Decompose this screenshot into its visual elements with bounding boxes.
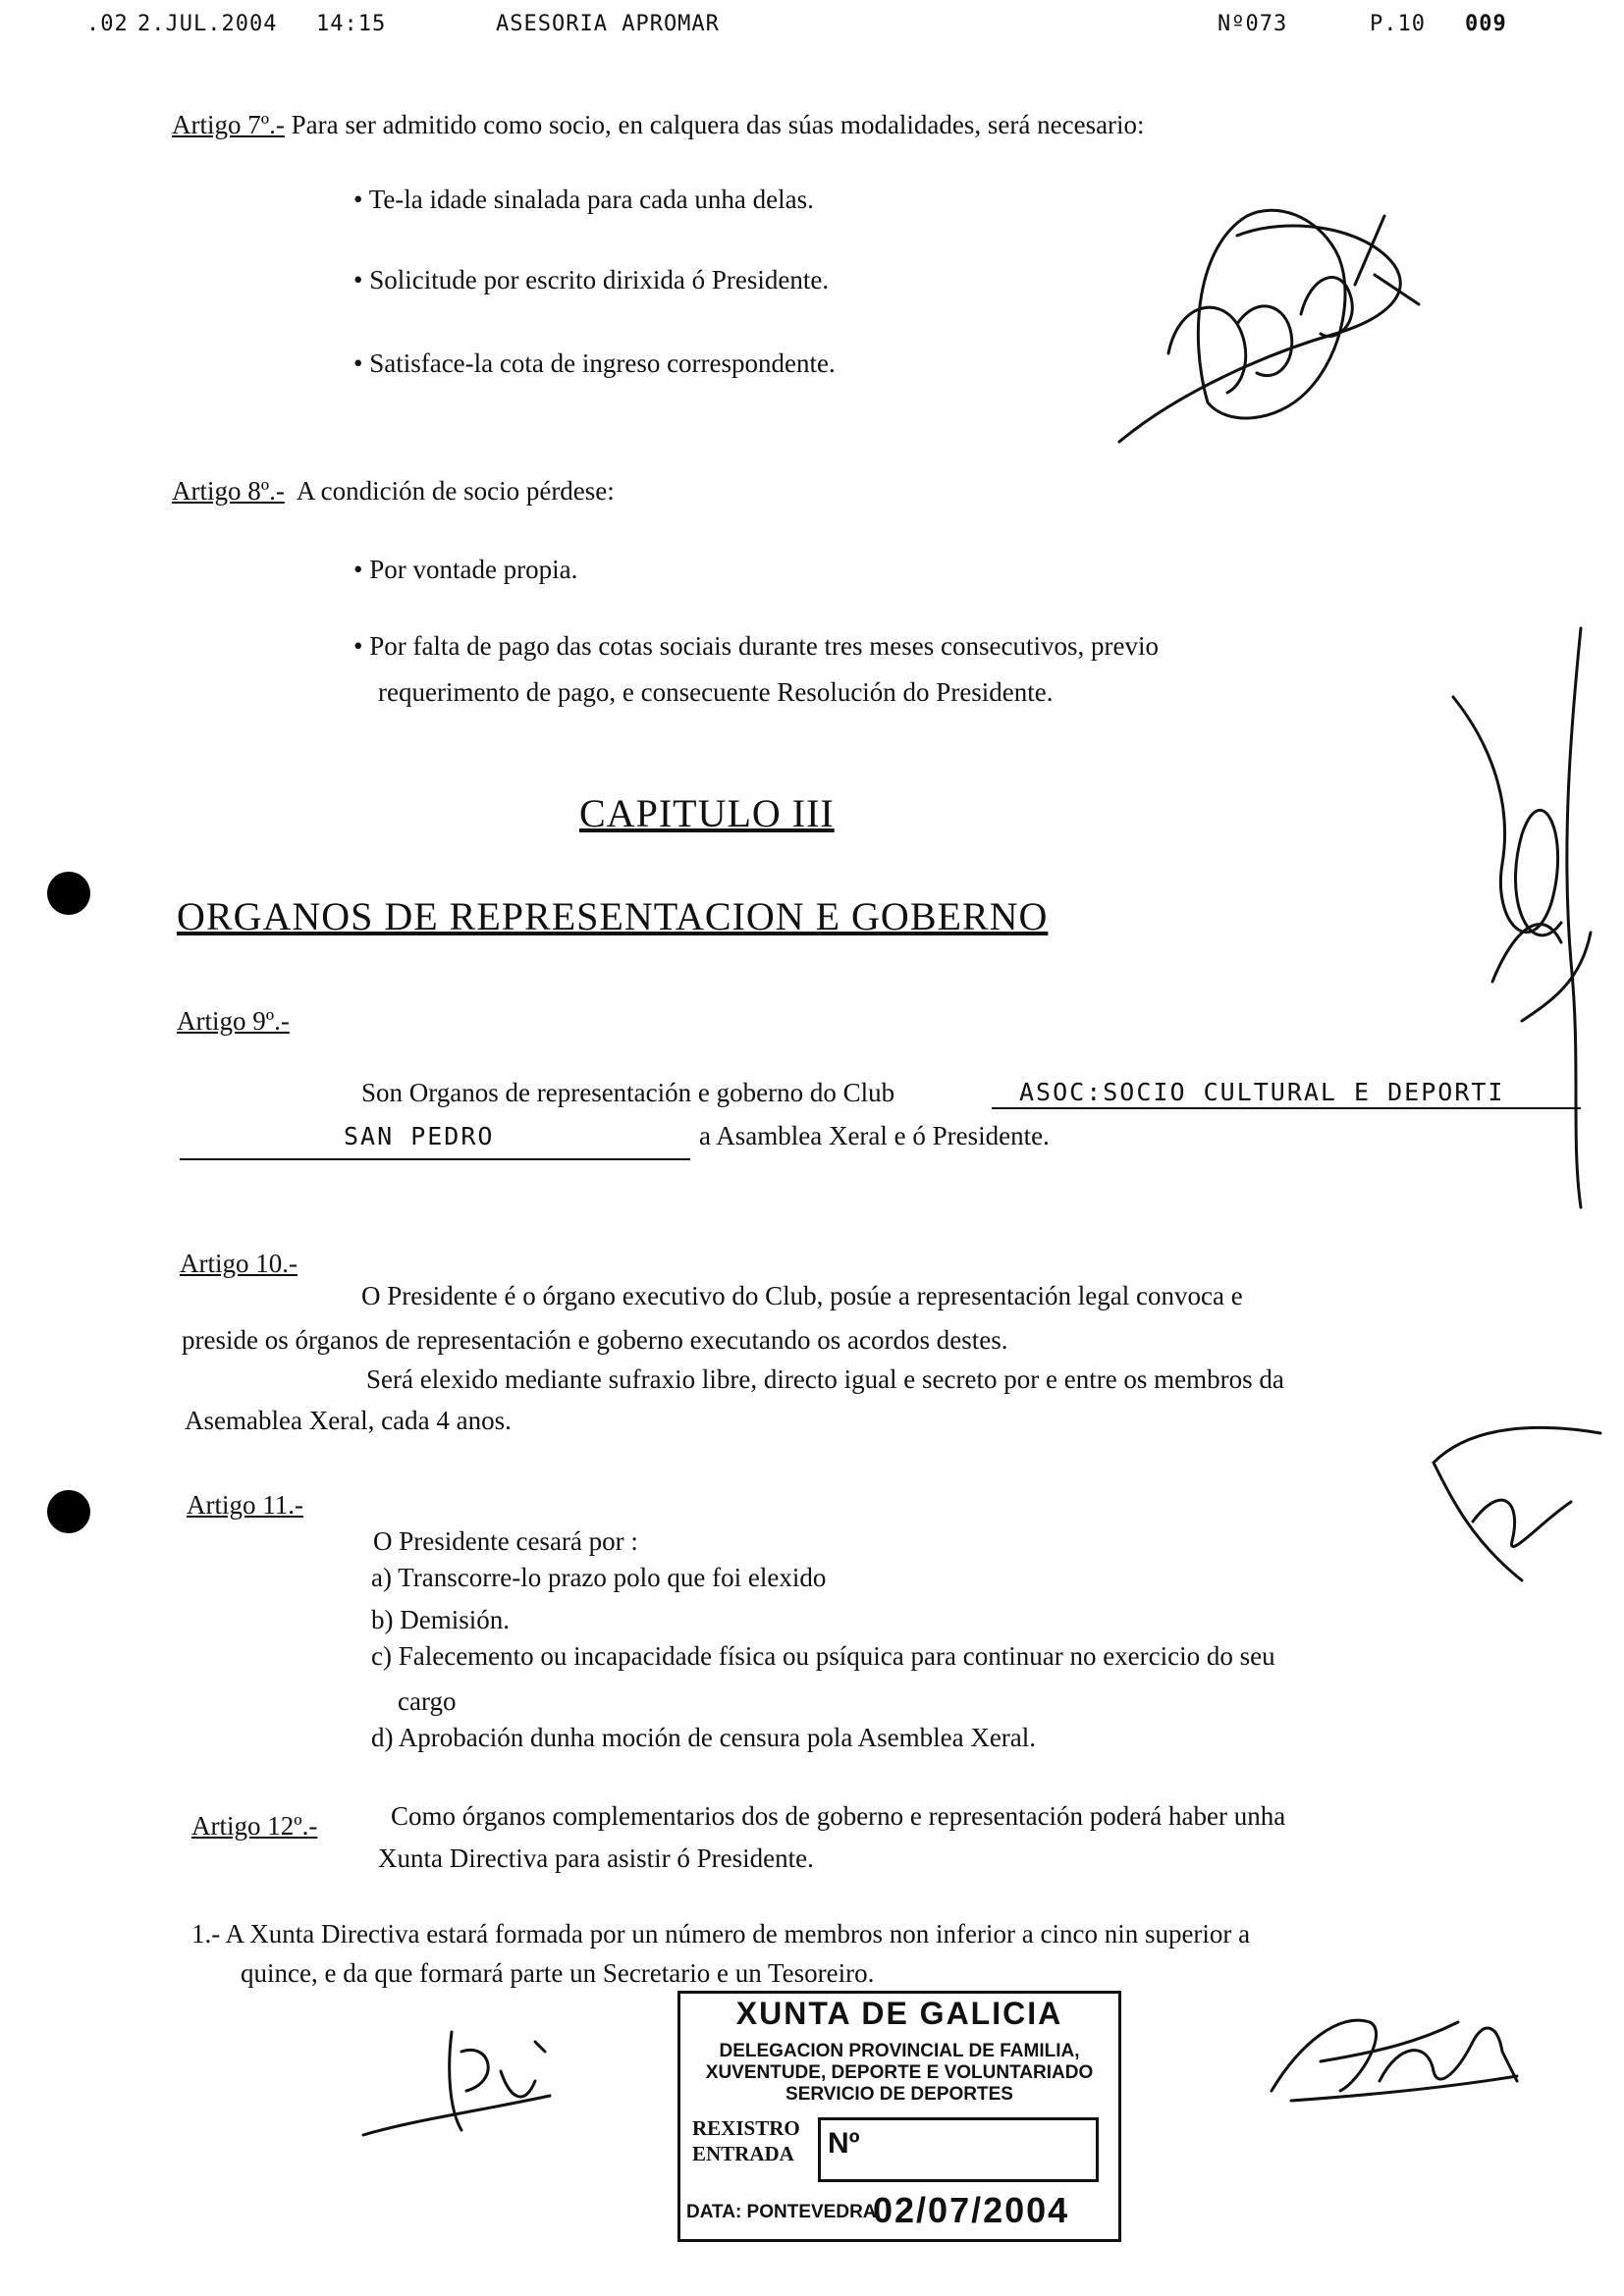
art10-line-3: Será elexido mediante sufraxio libre, directo igual e secreto por e entre os membros da	[366, 1364, 1284, 1394]
art9-fill-line-2	[180, 1158, 690, 1160]
art7-paragraph	[172, 110, 1145, 140]
art7-item-2: • Solicitude por escrito dirixida ó Presidente.	[353, 265, 830, 294]
art11-item-a: a) Transcorre-lo prazo polo que foi elexido	[371, 1563, 827, 1592]
item1-line-2: quince, e da que formará parte un Secretario e un Tesoreiro.	[241, 1958, 875, 1988]
stamp-department: DELEGACION PROVINCIAL DE FAMILIA, XUVENTUDE, DEPORTE E VOLUNTARIADO SERVICIO DE DEPORTES	[705, 2041, 1094, 2105]
stamp-number-label: Nº	[828, 2127, 860, 2160]
art7-text: Para ser admitido como socio, en calquera das súas modalidades, será necesario:	[291, 110, 1145, 139]
fax-date: 2.JUL.2004	[137, 12, 278, 36]
fax-prefix: .02	[86, 12, 129, 36]
art9-club-name-1: ASOC:SOCIO CULTURAL E DEPORTI	[1019, 1078, 1505, 1106]
fax-number: Nº073	[1218, 12, 1288, 36]
art12-line-1: Como órganos complementarios dos de goberno e representación poderá haber unha	[391, 1801, 1286, 1831]
stamp-registry: REXISTRO ENTRADA	[692, 2116, 800, 2165]
fax-page-suffix: 009	[1465, 12, 1507, 36]
art11-item-b: b) Demisión.	[371, 1605, 510, 1634]
art7-item-3: • Satisface-la cota de ingreso correspondente.	[353, 348, 836, 378]
art8-item-2-cont: requerimento de pago, e consecuente Resolución do Presidente.	[378, 677, 1054, 707]
art11-item-d: d) Aprobación dunha moción de censura pola Asemblea Xeral.	[371, 1723, 1037, 1752]
stamp-date-label: DATA: PONTEVEDRA	[686, 2202, 877, 2222]
art11-label: Artigo 11.-	[187, 1490, 303, 1520]
art9-line2: a Asamblea Xeral e ó Presidente.	[699, 1121, 1050, 1150]
art11-intro: O Presidente cesará por :	[373, 1526, 638, 1556]
chapter-subtitle: ORGANOS DE REPRESENTACION E GOBERNO	[177, 894, 1049, 938]
art8-item-2: • Por falta de pago das cotas sociais durante tres meses consecutivos, previo	[353, 631, 1159, 661]
fax-page: P.10	[1370, 12, 1426, 36]
punch-hole-2	[47, 1490, 90, 1533]
chapter-title: CAPITULO III	[579, 791, 835, 835]
art9-club-name-2: SAN PEDRO	[344, 1122, 495, 1150]
item1-line-1: 1.- A Xunta Directiva estará formada por un número de membros non inferior a cinco nin superior a	[191, 1919, 1251, 1949]
art8-item-1: • Por vontade propia.	[353, 555, 578, 584]
art8-paragraph	[172, 476, 615, 507]
art7-label: Artigo 7º.-	[172, 110, 285, 139]
signature-bottom-right	[1262, 1983, 1537, 2120]
art8-label: Artigo 8º.-	[172, 476, 285, 506]
stamp-date-value: 02/07/2004	[873, 2190, 1070, 2230]
art12-line-2: Xunta Directiva para asistir ó Presidente.	[378, 1843, 814, 1873]
punch-hole-1	[47, 872, 90, 915]
art7-item-1: • Te-la idade sinalada para cada unha delas.	[353, 185, 814, 214]
art10-line-2: preside os órganos de representación e goberno executando os acordos destes.	[182, 1325, 1008, 1355]
art12-label: Artigo 12º.-	[191, 1811, 318, 1841]
signature-margin-2	[1414, 1404, 1610, 1600]
stamp-title: XUNTA DE GALICIA	[735, 1996, 1063, 2031]
art8-text: A condición de socio pérdese:	[296, 476, 615, 506]
signature-top	[1090, 157, 1443, 481]
art10-line-4: Asemablea Xeral, cada 4 anos.	[185, 1406, 512, 1435]
fax-time: 14:15	[316, 12, 387, 36]
art11-item-c: c) Falecemento ou incapacidade física ou psíquica para continuar no exercicio do seu	[371, 1641, 1275, 1671]
art9-line1: Son Organos de representación e goberno do Club	[361, 1078, 895, 1107]
signature-bottom-left	[353, 2012, 569, 2150]
art10-line-1: O Presidente é o órgano executivo do Club, posúe a representación legal convoca e	[361, 1281, 1243, 1310]
official-stamp	[677, 1991, 1121, 2242]
signature-margin	[1434, 609, 1610, 1217]
art11-item-c-cont: cargo	[398, 1686, 457, 1716]
fax-sender: ASESORIA APROMAR	[496, 12, 720, 36]
art10-label: Artigo 10.-	[180, 1249, 298, 1278]
art9-label: Artigo 9º.-	[177, 1006, 290, 1036]
